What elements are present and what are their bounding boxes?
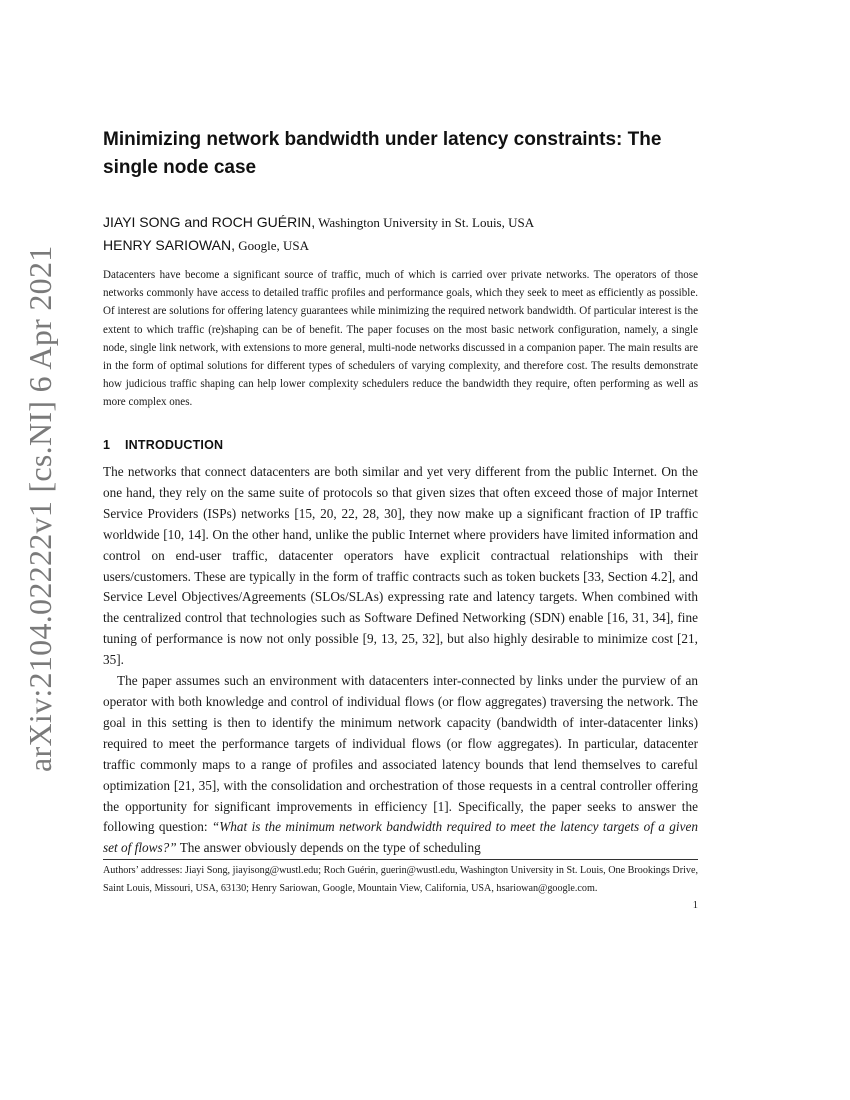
paragraph-text: The answer obviously depends on the type of scheduling bbox=[176, 840, 481, 856]
section-number: 1 bbox=[103, 438, 111, 452]
author-affiliation: Washington University in St. Louis, USA bbox=[315, 215, 535, 230]
author-line-2 bbox=[103, 234, 698, 257]
author-names: JIAYI SONG and ROCH GUÉRIN, bbox=[103, 214, 316, 230]
paragraph-text: The paper assumes such an environment with datacenters inter-connected by links under the purview of an operator with both knowledge and control of individual flows (or flow aggregates) traversing the network. The goal in this setting is then to identify the minimum network capacity (bandwidth of inter-datacenter links) required to meet the performance targets of individual flows (or flow aggregates). In particular, datacenter traffic commonly maps to a range of profiles and associated latency bounds that lend themselves to careful optimization [21, 35], with the consolidation and orchestration of those requests in a central controller offering the opportunity for significant improvements in efficiency [1]. Specifically, the paper seeks to answer the following question: bbox=[103, 673, 698, 835]
abstract: Datacenters have become a significant source of traffic, much of which is carried over private networks. The operators of those networks commonly have access to detailed traffic profiles and performance goals, which they seek to meet as efficiently as possible. Of interest are solutions for offering latency guarantees while minimizing the required network bandwidth. Of particular interest is the extent to which traffic (re)shaping can be of benefit. The paper focuses on the most basic network configuration, namely, a single node, single link network, with extensions to more general, multi-node networks discussed in a companion paper. The main results are in the form of optimal solutions for different types of schedulers of varying complexity, and therefore cost. The results demonstrate how judicious traffic shaping can help lower complexity schedulers reduce the bandwidth they require, often performing as well as more complex ones. bbox=[103, 269, 698, 409]
body-text bbox=[103, 462, 698, 859]
author-name: HENRY SARIOWAN, bbox=[103, 237, 235, 253]
research-question: “What is the minimum network bandwidth required to meet the latency targets of a given set of flows?” bbox=[103, 819, 698, 856]
page-number: 1 bbox=[692, 900, 698, 911]
paragraph: The networks that connect datacenters are both similar and yet very different from the public Internet. On the one hand, they rely on the same suite of protocols so that given sizes that often exceed those of major Internet Service Providers (ISPs) networks [15, 20, 22, 28, 30], they now make up a significant fraction of IP traffic worldwide [10, 14]. On the other hand, unlike the public Internet where providers have limited information and control on end-user traffic, datacenter operators have explicit contractual relationships with their users/customers. These are typically in the form of traffic contracts such as token buckets [33, Section 4.2], and Service Level Objectives/Agreements (SLOs/SLAs) expressing rate and latency targets. When combined with the centralized control that technologies such as Software Defined Networking (SDN) enable [16, 31, 34], fine tuning of performance is now not only possible [9, 13, 25, 32], but also highly desirable to minimize cost [21, 35]. bbox=[103, 464, 698, 668]
author-line-1 bbox=[103, 211, 698, 234]
section-title: INTRODUCTION bbox=[125, 438, 224, 452]
author-addresses-footnote: Authors’ addresses: Jiayi Song, jiayisong@wustl.edu; Roch Guérin, guerin@wustl.edu, Washington University in St. Louis, One Brookings Drive, Saint Louis, Missouri, USA, 63130; Henry Sariowan, Google, Mountain View, California, USA, hsariowan@google.com. bbox=[103, 865, 698, 894]
footnote-divider bbox=[103, 859, 698, 860]
paragraph bbox=[103, 671, 698, 859]
author-block bbox=[103, 211, 698, 257]
author-affiliation: Google, USA bbox=[235, 238, 310, 253]
arxiv-identifier-stamp: arXiv:2104.02222v1 [cs.NI] 6 Apr 2021 bbox=[22, 245, 58, 772]
paper-title: Minimizing network bandwidth under latency constraints: The single node case bbox=[103, 129, 662, 178]
section-heading bbox=[103, 438, 698, 452]
